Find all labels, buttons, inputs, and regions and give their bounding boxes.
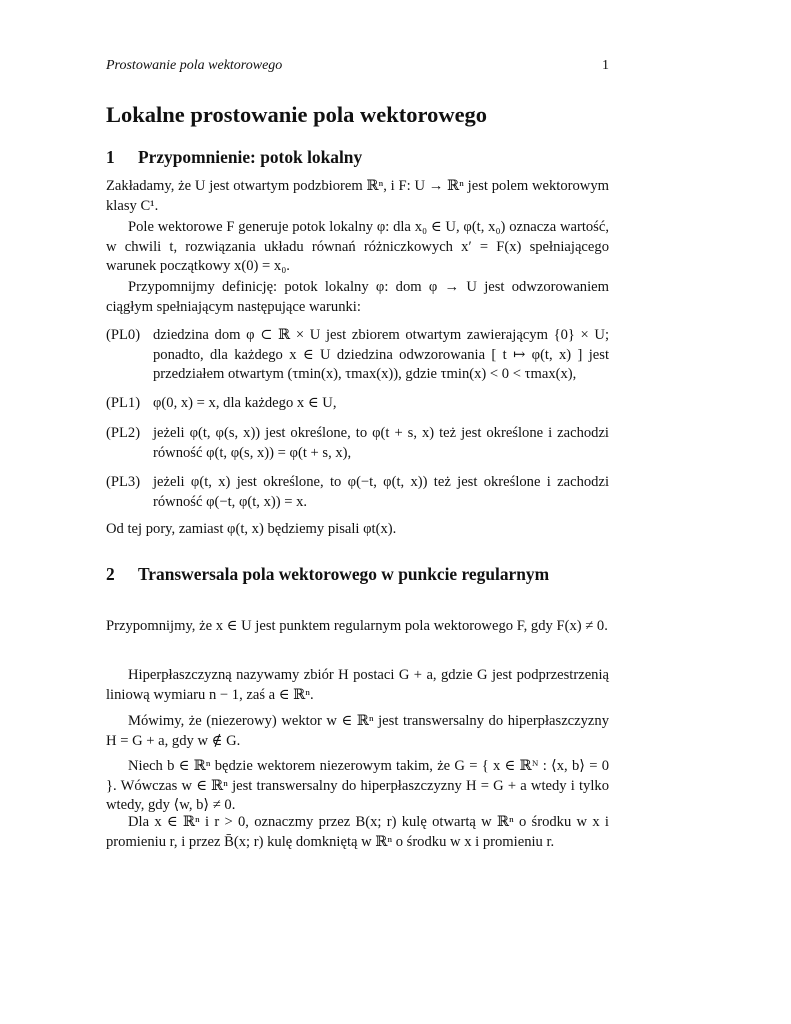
section-1-heading — [106, 145, 609, 169]
s1-paragraph-3: Przypomnijmy definicję: potok lokalny φ: dom φ → U jest odwzorowaniem ciągłym spełniającym następujące warunki: — [106, 279, 609, 315]
s2-paragraph-1: Przypomnijmy, że x ∈ U jest punktem regularnym pola wektorowego F, gdy F(x) ≠ 0. — [106, 618, 608, 634]
section-number: 1 — [106, 147, 115, 167]
section-number: 2 — [106, 564, 115, 584]
condition-PL2 — [106, 424, 609, 463]
condition-label: (PL2) — [106, 425, 141, 441]
condition-text: jeżeli φ(t, x) jest określone, to φ(−t, φ(t, x)) też jest określone i zachodzi równość φ(−t, φ(t, x)) = x. — [153, 474, 609, 510]
s1-paragraph-2: Pole wektorowe F generuje potok lokalny φ: dla x₀ ∈ U, φ(t, x₀) oznacza wartość, w chwili t, rozwiązania układu równań różniczkowych x′ = F(x) spełniającego warunek początkowy x(0) = x₀. — [106, 219, 609, 275]
condition-PL1 — [106, 394, 609, 414]
section-2-heading — [106, 562, 609, 586]
s2-paragraph-3: Mówimy, że (niezerowy) wektor w ∈ ℝⁿ jest transwersalny do hiperpłaszczyzny H = G + a, gdy w ∉ G. — [106, 713, 609, 749]
condition-label: (PL3) — [106, 474, 141, 490]
condition-PL0 — [106, 326, 609, 385]
section-title: Transwersala pola wektorowego w punkcie regularnym — [138, 564, 550, 584]
s1-paragraph-1: Zakładamy, że U jest otwartym podzbiorem ℝⁿ, i F: U → ℝⁿ jest polem wektorowym klasy C¹. — [106, 178, 609, 214]
s1-paragraph-4: Od tej pory, zamiast φ(t, x) będziemy pisali φt(x). — [106, 521, 397, 537]
condition-text: φ(0, x) = x, dla każdego x ∈ U, — [153, 395, 337, 411]
condition-PL3 — [106, 473, 609, 512]
condition-text: jeżeli φ(t, φ(s, x)) jest określone, to φ(t + s, x) też jest określone i zachodzi równość φ(t, φ(s, x)) = φ(t + s, x), — [153, 425, 609, 461]
s2-paragraph-5: Dla x ∈ ℝⁿ i r > 0, oznaczmy przez B(x; r) kulę otwartą w ℝⁿ o środku w x i promieniu r, i przez B̄(x; r) kulę domkniętą w ℝⁿ o środku w x i promieniu r. — [106, 814, 609, 850]
condition-label: (PL1) — [106, 395, 141, 411]
s2-paragraph-4: Niech b ∈ ℝⁿ będzie wektorem niezerowym takim, że G = { x ∈ ℝᴺ : ⟨x, b⟩ = 0 }. Wówczas w ∈ ℝⁿ jest transwersalny do hiperpłaszczyzny H = G + a wtedy i tylko wtedy, gdy ⟨w, b⟩ ≠ 0. — [106, 758, 609, 814]
paper-title: Lokalne prostowanie pola wektorowego — [106, 102, 488, 127]
section-title: Przypomnienie: potok lokalny — [138, 147, 363, 167]
s2-paragraph-2: Hiperpłaszczyzną nazywamy zbiór H postaci G + a, gdzie G jest podprzestrzenią liniową wymiaru n − 1, zaś a ∈ ℝⁿ. — [106, 667, 609, 703]
running-head — [106, 56, 609, 76]
running-head-title: Prostowanie pola wektorowego — [106, 58, 283, 73]
condition-text: dziedzina dom φ ⊂ ℝ × U jest zbiorem otwartym zawierającym {0} × U; ponadto, dla każdego x ∈ U dziedzina odwzorowania [ t ↦ φ(t, x) ] jest przedziałem otwartym (τmin(x), τmax(x)), gdzie τmin(x) < 0 < τmax(x), — [153, 327, 609, 383]
page-number: 1 — [602, 58, 609, 73]
condition-label: (PL0) — [106, 327, 141, 343]
